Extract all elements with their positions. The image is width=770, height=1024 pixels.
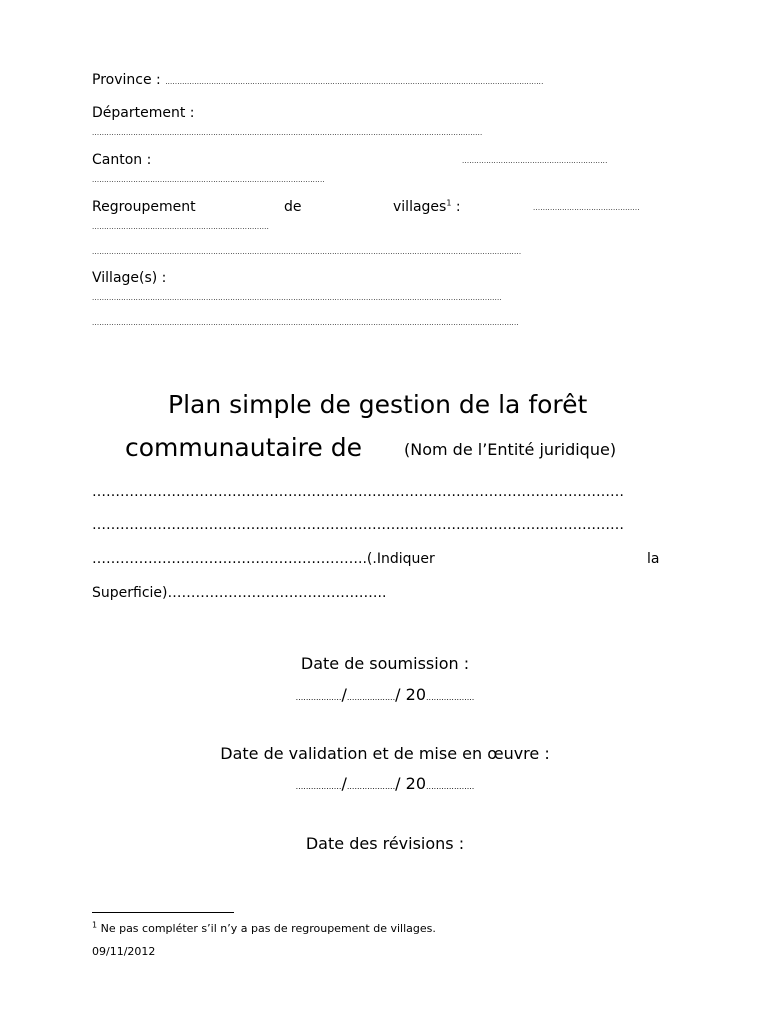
province-dots: ............................................................................................................................................................	[165, 78, 544, 86]
title-dots-line-3: …………………………………………………..(.Indiquer	[92, 551, 435, 567]
regroupement-villages	[393, 199, 461, 215]
canton-dots-left: ................................................................................................	[92, 176, 325, 184]
villages-label: Village(s) :	[92, 270, 167, 286]
validation-date-fields	[0, 774, 770, 793]
validation-day-dots: ..................	[295, 782, 342, 791]
la-word: la	[647, 551, 660, 567]
validation-year-dots: ...................	[426, 782, 475, 791]
province-label: Province :	[92, 72, 161, 88]
footnote-marker: 1	[446, 198, 452, 208]
document-date: 09/11/2012	[92, 945, 156, 958]
regroupement-dots-right: ............................................	[533, 204, 640, 212]
soumission-slash: /	[341, 685, 347, 704]
footnote-mark: 1	[92, 920, 98, 930]
canton-label: Canton :	[92, 152, 152, 168]
title-dots-line-2: ……………………………………………………………………………………………………	[92, 517, 624, 533]
footnote-text: Ne pas compléter s’il n’y a pas de regroupement de villages.	[100, 922, 436, 935]
title-dots-line-1: ……………………………………………………………………………………………………	[92, 484, 624, 500]
villages-dots-2: ................................................................................................................................................................................	[92, 319, 519, 327]
entity-note: (Nom de l’Entité juridique)	[404, 440, 617, 459]
soumission-year-dots: ...................	[426, 693, 475, 702]
province-field	[92, 72, 544, 88]
validation-label: Date de validation et de mise en œuvre :	[220, 744, 550, 763]
validation-slash: /	[341, 774, 347, 793]
footnote	[92, 922, 436, 935]
regroupement-villages-word: villages	[393, 199, 447, 215]
soumission-label: Date de soumission :	[300, 654, 470, 673]
soumission-day-dots: ..................	[295, 693, 342, 702]
footnote-separator	[92, 912, 234, 913]
canton-dots-right: ............................................................	[462, 157, 608, 165]
superficie: Superficie)………………………………………..	[92, 585, 387, 601]
regroupement-word: Regroupement	[92, 199, 196, 215]
title-line-2: communautaire de	[125, 433, 362, 462]
regroupement-colon: :	[455, 199, 461, 215]
regroupement-dots-full: .................................................................................................................................................................................	[92, 248, 522, 256]
validation-year-prefix: / 20	[395, 774, 426, 793]
revisions-label: Date des révisions :	[305, 834, 465, 853]
regroupement-dots-left: .........................................................................	[92, 223, 270, 231]
title-line-1: Plan simple de gestion de la forêt	[168, 390, 588, 419]
validation-month-dots: ...................	[346, 782, 396, 791]
departement-label: Département :	[92, 105, 195, 121]
soumission-year-prefix: / 20	[395, 685, 426, 704]
soumission-month-dots: ...................	[346, 693, 396, 702]
regroupement-de: de	[284, 199, 302, 215]
departement-dots: .................................................................................................................................................................	[92, 129, 483, 137]
soumission-date-fields	[0, 685, 770, 704]
villages-dots-1: .........................................................................................................................................................................	[92, 294, 502, 302]
